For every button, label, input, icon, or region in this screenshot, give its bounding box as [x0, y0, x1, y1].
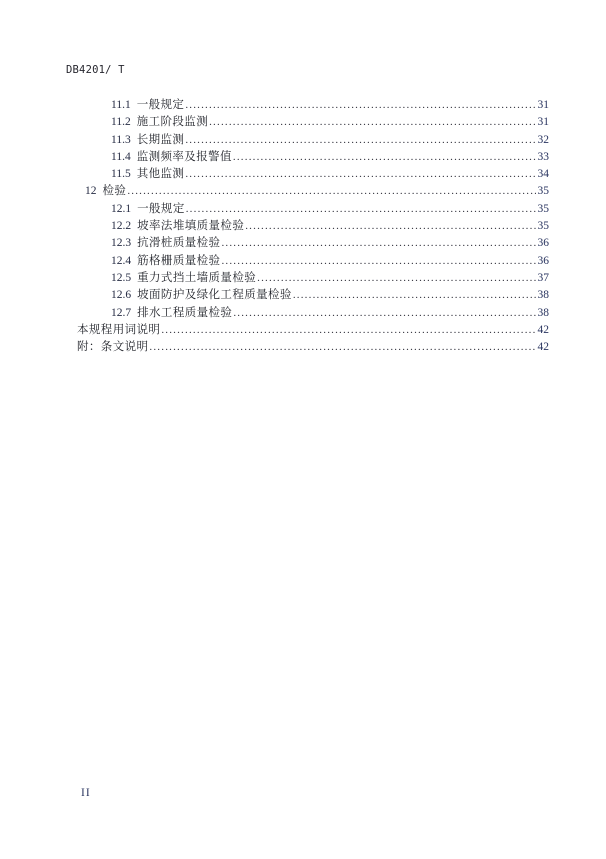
toc-entry-title: 排水工程质量检验 — [137, 306, 233, 319]
toc-entry[interactable] — [77, 218, 549, 235]
toc-entry-page: 35 — [537, 202, 549, 215]
toc-entry-backmatter[interactable] — [77, 322, 549, 339]
dot-leader — [127, 183, 535, 200]
toc-entry-title: 监测频率及报警值 — [136, 150, 232, 163]
toc-entry-title: 一般规定 — [137, 202, 185, 215]
toc-entry[interactable] — [77, 270, 549, 287]
toc-entry[interactable] — [77, 149, 549, 166]
toc-entry-number: 12.4 — [111, 254, 132, 267]
toc-entry-number: 12.2 — [111, 220, 132, 233]
toc-entry-number: 11.1 — [111, 99, 131, 111]
toc-entry-title: 抗滑桩质量检验 — [137, 237, 221, 250]
toc-entry[interactable] — [77, 97, 549, 114]
toc-entry[interactable] — [77, 201, 549, 218]
toc-entry-chapter[interactable] — [77, 183, 549, 200]
toc-entry-page: 34 — [537, 168, 549, 181]
toc-entry-number: 12.5 — [111, 271, 132, 284]
toc-entry[interactable] — [77, 287, 549, 304]
toc-entry-title: 其他监测 — [136, 168, 185, 181]
toc-entry[interactable] — [77, 235, 549, 252]
toc-entry-title: 本规程用词说明 — [77, 323, 161, 336]
toc-entry-page: 31 — [537, 116, 549, 129]
toc-entry-number: 11.3 — [111, 133, 131, 146]
toc-entry-page: 36 — [537, 237, 549, 250]
toc-entry[interactable] — [77, 132, 549, 149]
dot-leader — [186, 201, 536, 218]
dot-leader — [221, 235, 535, 252]
document-code-header: DB4201/ T — [66, 64, 125, 76]
toc-entry-page: 35 — [537, 220, 549, 233]
toc-entry-title: 重力式挡土墙质量检验 — [137, 271, 257, 284]
toc-entry-page: 38 — [537, 289, 549, 302]
toc-entry-page: 38 — [537, 306, 549, 319]
toc-entry-title: 坡率法堆填质量检验 — [137, 220, 245, 233]
dot-leader — [245, 218, 535, 235]
footer-page-number: II — [81, 787, 91, 799]
toc-entry-number: 11.4 — [111, 150, 131, 163]
toc-entry-page: 42 — [537, 341, 549, 354]
toc-entry-number: 11.2 — [111, 116, 131, 129]
toc-entry-number: 11.5 — [111, 168, 131, 181]
dot-leader — [185, 97, 535, 114]
toc-entry-page: 42 — [537, 323, 549, 336]
toc-entry[interactable] — [77, 253, 549, 270]
toc-entry-title: 检验 — [102, 185, 127, 198]
toc-entry-title: 一般规定 — [136, 99, 185, 111]
dot-leader — [257, 270, 535, 287]
toc-entry-title: 施工阶段监测 — [136, 116, 209, 129]
toc-entry-page: 35 — [537, 185, 549, 198]
toc-entry-number: 12.3 — [111, 237, 132, 250]
toc-entry-page: 37 — [537, 271, 549, 284]
toc-entry-number: 12.7 — [111, 306, 132, 319]
table-of-contents — [77, 97, 549, 356]
toc-entry[interactable] — [77, 305, 549, 322]
dot-leader — [149, 339, 535, 356]
dot-leader — [185, 132, 535, 149]
dot-leader — [185, 166, 535, 183]
toc-entry-title: 附：条文说明 — [77, 341, 149, 354]
toc-entry-page: 32 — [537, 133, 549, 146]
toc-entry-page: 31 — [537, 99, 549, 111]
toc-entry-number: 12 — [85, 185, 97, 198]
dot-leader — [233, 149, 536, 166]
dot-leader — [293, 287, 536, 304]
toc-entry[interactable] — [77, 166, 549, 183]
dot-leader — [221, 253, 535, 270]
dot-leader — [233, 305, 535, 322]
dot-leader — [209, 114, 535, 131]
toc-entry-number: 12.6 — [111, 289, 132, 302]
toc-entry-title: 坡面防护及绿化工程质量检验 — [137, 289, 292, 302]
toc-entry-page: 36 — [537, 254, 549, 267]
dot-leader — [161, 322, 535, 339]
toc-entry-number: 12.1 — [111, 202, 132, 215]
toc-entry-title: 长期监测 — [136, 133, 185, 146]
toc-entry-title: 筋格栅质量检验 — [137, 254, 221, 267]
toc-entry-page: 33 — [537, 150, 549, 163]
toc-entry[interactable] — [77, 114, 549, 131]
toc-entry-backmatter[interactable] — [77, 339, 549, 356]
